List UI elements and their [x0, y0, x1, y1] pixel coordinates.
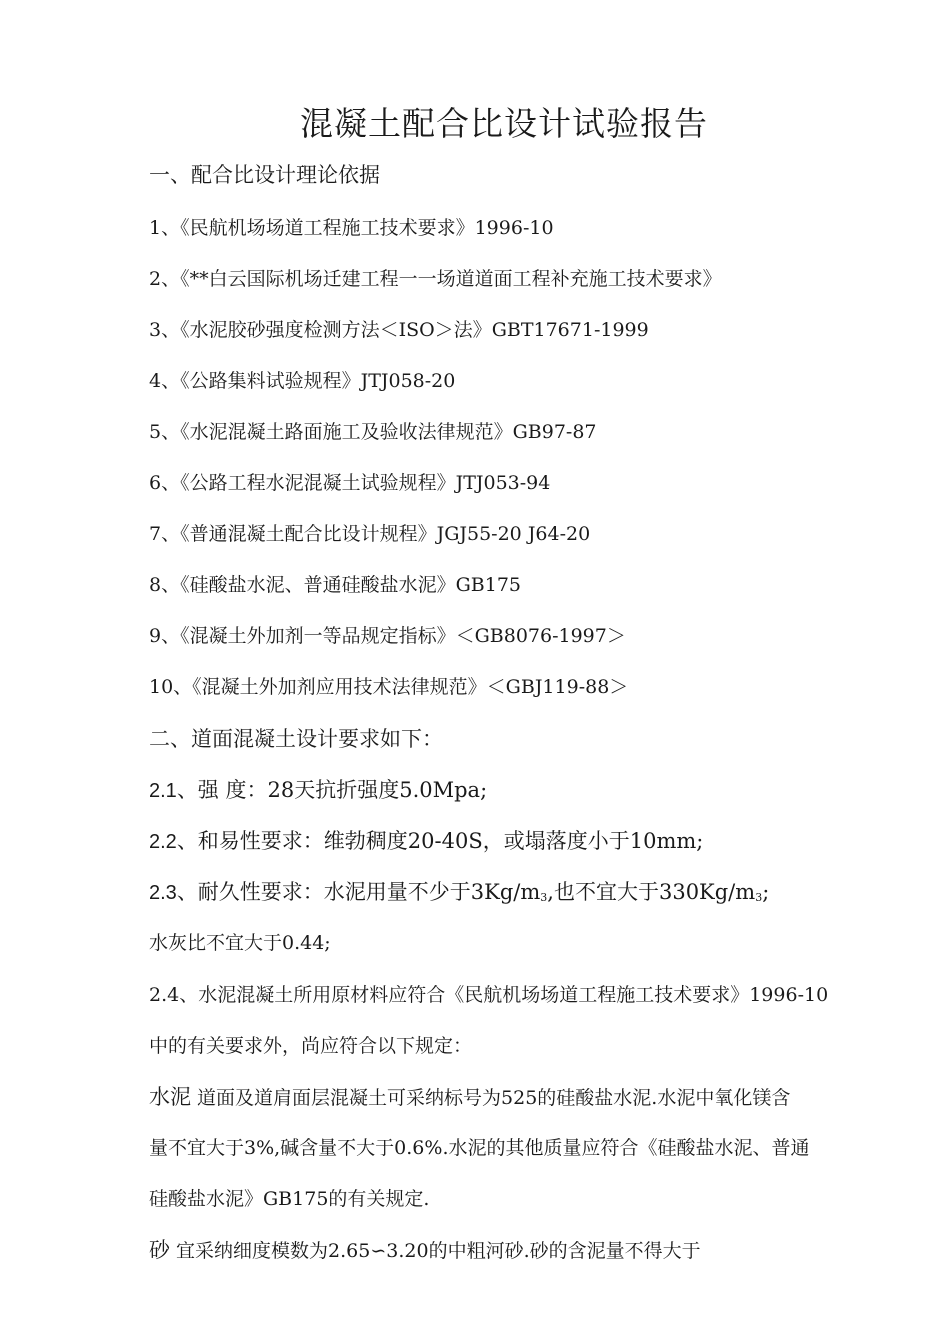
reference-item: 3、《水泥胶砂强度检测方法＜ISO＞法》GBT17671-1999 [149, 319, 649, 341]
requirement-number: 2.1 [149, 780, 177, 802]
cement-paragraph-line: 量不宜大于3%,碱含量不大于0.6%.水泥的其他质量应符合《硅酸盐水泥、普通 [149, 1137, 810, 1159]
section2-heading: 二、道面混凝土设计要求如下： [149, 727, 443, 751]
sand-paragraph-line [149, 1238, 701, 1263]
cement-label: 水泥 [149, 1085, 191, 1109]
reference-item: 1、《民航机场场道工程施工技术要求》1996-10 [149, 217, 554, 239]
requirement-number: 2.2 [149, 831, 177, 853]
requirement-text: ; [762, 880, 770, 904]
cement-paragraph-line: 硅酸盐水泥》GB175的有关规定. [149, 1188, 430, 1210]
cement-paragraph-line [149, 1085, 790, 1110]
sand-label: 砂 [149, 1238, 170, 1262]
reference-item: 9、《混凝土外加剂一等品规定指标》＜GB8076-1997＞ [149, 625, 626, 647]
reference-item: 6、《公路工程水泥混凝土试验规程》JTJ053-94 [149, 472, 551, 494]
water-cement-ratio: 水灰比不宜大于0.44; [149, 932, 331, 954]
reference-item: 2、《**白云国际机场迁建工程一一场道道面工程补充施工技术要求》 [149, 268, 722, 290]
unit-subscript: 3 [540, 891, 548, 904]
section1-heading: 一、配合比设计理论依据 [149, 163, 380, 187]
requirement-number: 2.3 [149, 882, 177, 904]
requirement-strength [149, 778, 487, 803]
reference-item: 7、《普通混凝土配合比设计规程》JGJ55-20 J64-20 [149, 523, 591, 545]
document-title: 混凝土配合比设计试验报告 [300, 104, 708, 143]
unit-subscript: 3 [755, 891, 763, 904]
requirement-text: ,也不宜大于330Kg/m [547, 880, 756, 904]
cement-text: 道面及道肩面层混凝土可采纳标号为525的硅酸盐水泥.水泥中氧化镁含 [191, 1087, 791, 1109]
requirement-text: 、和易性要求：维勃稠度20-40S，或塌落度小于10mm; [176, 829, 704, 853]
materials-requirement-line: 2.4、水泥混凝土所用原材料应符合《民航机场场道工程施工技术要求》1996-10 [149, 984, 829, 1006]
requirement-workability [149, 829, 703, 854]
reference-item: 4、《公路集料试验规程》JTJ058-20 [149, 370, 456, 392]
reference-item: 8、《硅酸盐水泥、普通硅酸盐水泥》GB175 [149, 574, 521, 596]
materials-requirement-line: 中的有关要求外，尚应符合以下规定： [149, 1035, 473, 1057]
requirement-text: 、强 度：28天抗折强度5.0Mpa; [176, 778, 488, 802]
reference-item: 5、《水泥混凝土路面施工及验收法律规范》GB97-87 [149, 421, 597, 443]
sand-text: 宜采纳细度模数为2.65∽3.20的中粗河砂.砂的含泥量不得大于 [170, 1240, 701, 1262]
requirement-durability [149, 880, 769, 910]
reference-item: 10、《混凝土外加剂应用技术法律规范》＜GBJ119-88＞ [149, 676, 629, 698]
requirement-text: 、耐久性要求：水泥用量不少于3Kg/m [176, 880, 541, 904]
